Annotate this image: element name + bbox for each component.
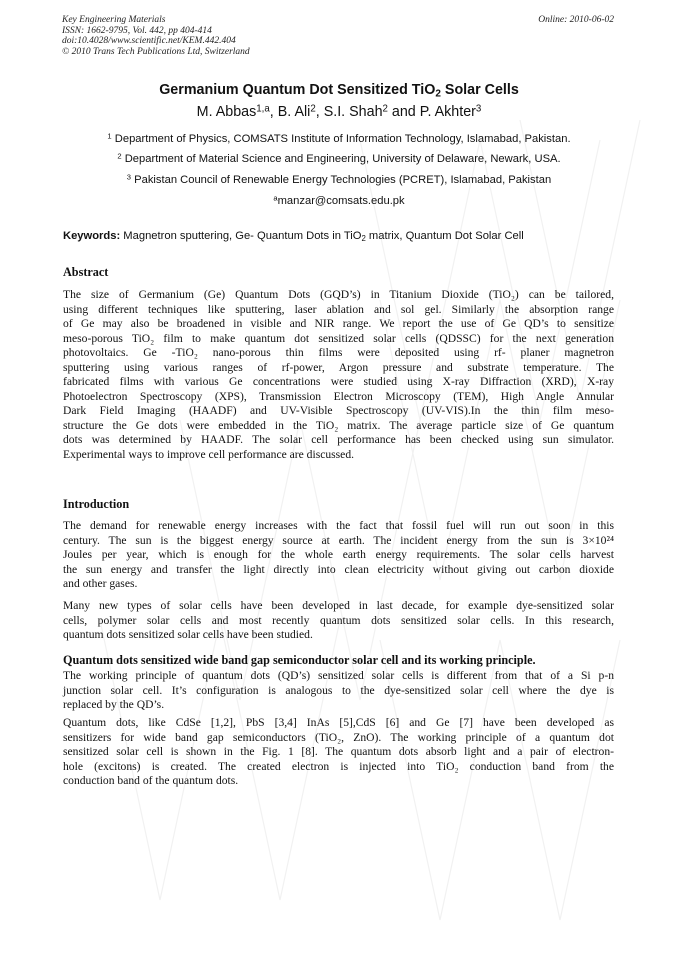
doi-line: doi:10.4028/www.scientific.net/KEM.442.404 — [62, 36, 236, 46]
text-line: cells, polymer solar cells and most recently quantum dots sensitized solar cells. In this research, — [63, 613, 614, 627]
section-heading-qd-principle: Quantum dots sensitized wide band gap semiconductor solar cell and its working principle. — [63, 653, 536, 667]
text-line: The working principle of quantum dots (QD’s) sensitized solar cells is different from that of a Si p-n — [63, 669, 614, 682]
text-line: sensitizers for wide band gap semiconductors (TiO₂, ZnO). The working principle of a quantum dot — [63, 730, 614, 744]
text-line: century. The sun is the biggest energy source at earth. The incident energy from the sun is 3×10²⁴ — [63, 533, 614, 547]
author: B. Ali — [277, 104, 311, 120]
text-line: and other gases. — [63, 577, 138, 591]
abstract-heading: Abstract — [63, 265, 109, 279]
keywords: Keywords: Magnetron sputtering, Ge- Quantum Dots in TiO$_2$ matrix, Quantum Dot Solar Cell — [63, 230, 524, 243]
journal-name: Key Engineering Materials — [62, 15, 166, 25]
author-list: M. Abbas$^{1,a}$, B. Ali$^2$, S.I. Shah$^2$ and P. Akhter$^3$ — [196, 103, 482, 120]
text-line: conduction band of the quantum dots. — [63, 774, 239, 788]
text-line: hole (excitons) is created. The created electron is injected into TiO₂ conduction band from the — [63, 759, 614, 773]
text-line: the sun energy and transfer the light directly into clean electricity without giving out carbon dioxide — [63, 562, 614, 576]
section-paragraph-2 — [63, 716, 614, 789]
text-line: sputtering using various ranges of rf-power, Argon pressure and substrate temperature. The — [63, 360, 614, 374]
paper-title: Germanium Quantum Dot Sensitized TiO$_2$ Solar Cells — [159, 82, 519, 100]
text-line: Many new types of solar cells have been developed in last decade, for example dye-sensitized solar — [63, 599, 614, 612]
keywords-label: Keywords: — [63, 230, 121, 242]
text-line: Experimental ways to improve cell performance are discussed. — [63, 448, 355, 462]
issn-line: ISSN: 1662-9795, Vol. 442, pp 404-414 — [62, 25, 212, 36]
text-line: replaced by the QD’s. — [63, 698, 165, 712]
text-line: The size of Germanium (Ge) Quantum Dots (GQD’s) in Titanium Dioxide (TiO₂) can be tailored, — [63, 288, 614, 301]
journal-header — [62, 15, 250, 57]
author: P. Akhter — [419, 104, 476, 120]
text-line: Dark Field Imaging (HAADF) and UV-Visible Spectroscopy (UV-VIS).In the thin film meso- — [63, 404, 614, 418]
affiliation-2: $^2$ Department of Material Science and Engineering, University of Delaware, Newark, USA. — [117, 151, 561, 165]
text-line: Photoelectron Spectroscopy (XPS), Transmission Electron Microscopy (TEM), High Angle Annular — [63, 389, 614, 403]
introduction-heading: Introduction — [63, 497, 130, 511]
text-line: quantum dots sensitized solar cells have been studied. — [63, 628, 313, 642]
introduction-paragraph-2 — [63, 599, 614, 643]
contact-email[interactable]: $^a$manzar@comsats.edu.pk — [273, 193, 405, 207]
section-paragraph-1 — [63, 669, 614, 713]
text-line: structure the Ge dots were embedded in the TiO₂ matrix. The average particle size of Ge quantum — [63, 418, 614, 432]
introduction-paragraph-1 — [63, 519, 614, 592]
author: M. Abbas — [196, 104, 257, 120]
copyright-line: © 2010 Trans Tech Publications Ltd, Switzerland — [62, 46, 250, 57]
text-line: of Ge may also be broadened in visible and NIR range. We report the use of Ge QD’s to sensitize — [63, 317, 614, 331]
text-line: using different techniques like sputtering, laser ablation and sol gel. Similarly the absorption range — [63, 302, 614, 316]
text-line: Quantum dots, like CdSe [1,2], PbS [3,4] InAs [5],CdS [6] and Ge [7] have been developed as — [63, 716, 614, 729]
text-line: meso-porous TiO₂ film to make quantum dot sensitized solar cells (QDSSC) for the next generation — [63, 331, 614, 345]
text-line: photovoltaics. Ge -TiO₂ nano-porous thin films were deposited using rf- planer magnetron — [63, 346, 614, 360]
text-line: Joules per year, which is enough for the whole earth energy requirements. The solar cells harvest — [63, 548, 614, 562]
text-line: The demand for renewable energy increases with the fact that fossil fuel will run out soon in this — [63, 519, 614, 532]
text-line: fabricated films with various Ge concentrations were studied using X-ray Diffraction (XRD), X-ray — [63, 375, 614, 389]
affiliation-3: $^3$ Pakistan Council of Renewable Energy Technologies (PCRET), Islamabad, Pakistan — [126, 172, 552, 186]
text-line: sensitized solar cell is shown in the Fig. 1 [8]. The quantum dots absorb light and a pair of electron- — [63, 745, 614, 759]
online-date: Online: 2010-06-02 — [538, 15, 614, 25]
affiliation-1: $^1$ Department of Physics, COMSATS Institute of Information Technology, Islamabad, Pakistan. — [107, 131, 571, 145]
abstract-body — [63, 288, 614, 463]
text-line: dots was determined by HAADF. The solar cell performance has been checked using sun simulator. — [63, 433, 614, 447]
text-line: junction solar cell. It’s configuration is analogous to the dye-sensitized solar cell where the dye is — [63, 683, 614, 697]
author: S.I. Shah — [323, 104, 383, 120]
